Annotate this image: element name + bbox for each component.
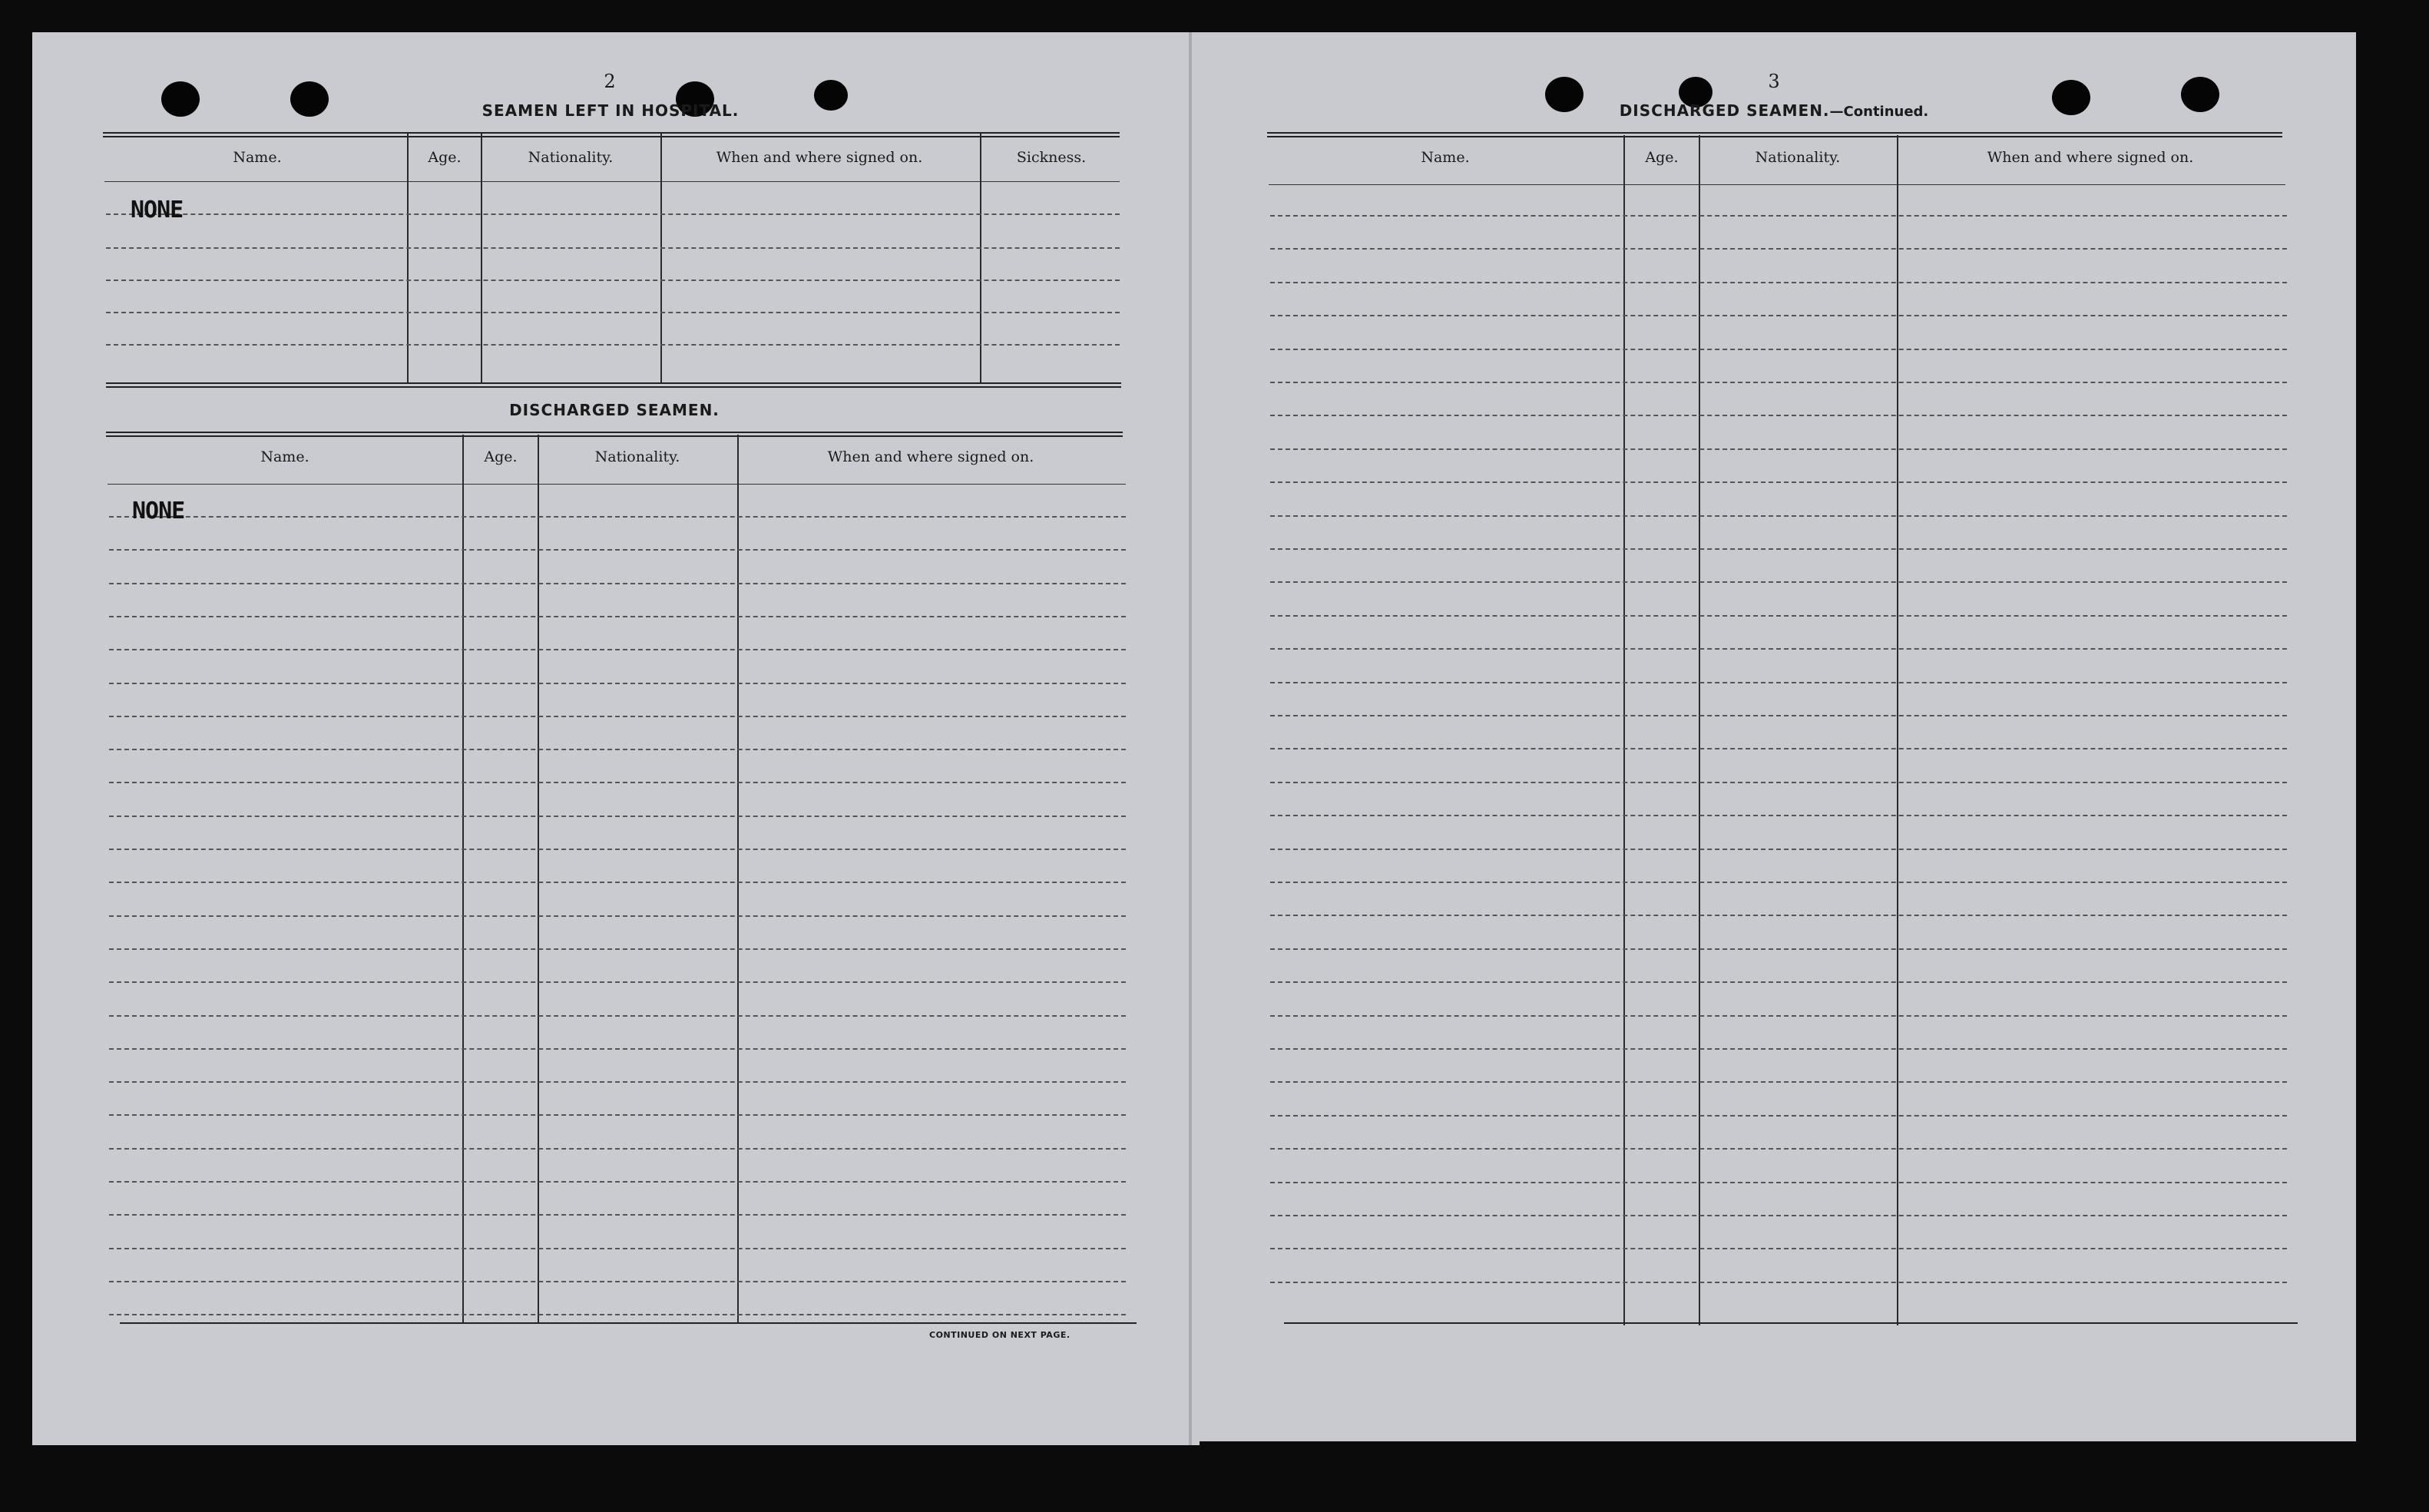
discharged-continued-heading (1582, 101, 1966, 120)
entry-line (1270, 1282, 2287, 1283)
entry-line (1270, 1081, 2287, 1083)
right-col-name: Name. (1421, 149, 1470, 166)
entry-line (109, 649, 1126, 650)
right-header-rule (1269, 184, 2285, 185)
entry-line (1270, 948, 2287, 950)
entry-line (109, 616, 1126, 617)
punch-hole (2181, 77, 2219, 112)
entry-line (1270, 1015, 2287, 1017)
entry-line (109, 1281, 1126, 1282)
right-col-signed-on: When and where signed on. (1987, 149, 2194, 166)
entry-line (1270, 1215, 2287, 1216)
left-page (32, 32, 1200, 1445)
page-fold (1189, 32, 1192, 1445)
hospital-entry-line (106, 312, 1120, 313)
right-col-nationality: Nationality. (1755, 149, 1841, 166)
entry-line (1270, 815, 2287, 816)
entry-line (109, 1081, 1126, 1083)
heading-text: DISCHARGED SEAMEN. (1619, 101, 1830, 120)
entry-line (1270, 215, 2287, 217)
entry-line (1270, 682, 2287, 683)
entry-line (109, 1214, 1126, 1216)
hospital-col-sickness: Sickness. (1016, 149, 1087, 166)
entry-line (109, 1015, 1126, 1017)
hospital-entry-line (106, 344, 1120, 346)
hospital-heading: SEAMEN LEFT IN HOSPITAL. (481, 101, 740, 120)
entry-line (1270, 1115, 2287, 1117)
page-number-right: 3 (1768, 71, 1780, 92)
entry-line (109, 981, 1126, 983)
entry-line (109, 516, 1126, 518)
entry-line (1270, 481, 2287, 483)
hospital-col-signed-on: When and where signed on. (716, 149, 923, 166)
hospital-divider (407, 134, 409, 384)
page-number-left: 2 (604, 71, 616, 92)
entry-line (109, 1114, 1126, 1116)
entry-line (109, 583, 1126, 584)
hospital-divider (660, 134, 662, 384)
right-top-rule (1267, 132, 2282, 137)
hospital-col-name: Name. (233, 149, 282, 166)
entry-line (109, 549, 1126, 551)
entry-line (109, 716, 1126, 717)
hospital-top-rule (103, 132, 1120, 137)
hospital-divider (481, 134, 482, 384)
right-divider (1699, 135, 1700, 1325)
punch-hole (2052, 80, 2090, 115)
entry-line (1270, 282, 2287, 283)
hospital-entry-line (106, 247, 1120, 249)
entry-line (1270, 1182, 2287, 1183)
entry-line (1270, 849, 2287, 850)
entry-line (1270, 1148, 2287, 1150)
hospital-col-age: Age. (428, 149, 462, 166)
discharged-divider (737, 435, 739, 1324)
entry-line (1270, 748, 2287, 749)
right-divider (1897, 135, 1898, 1325)
hospital-none-stamp: NONE (131, 197, 184, 223)
entry-line (1270, 782, 2287, 783)
punch-hole (161, 81, 200, 117)
punch-hole (1545, 77, 1583, 112)
entry-line (109, 1048, 1126, 1050)
hospital-bottom-rule (106, 382, 1121, 388)
entry-line (1270, 882, 2287, 883)
entry-line (1270, 548, 2287, 550)
entry-line (1270, 248, 2287, 250)
entry-line (109, 683, 1126, 684)
discharged-col-name: Name. (260, 448, 309, 465)
discharged-heading: DISCHARGED SEAMEN. (509, 401, 720, 419)
entry-line (109, 1248, 1126, 1249)
entry-line (1270, 615, 2287, 617)
discharged-col-age: Age. (484, 448, 518, 465)
discharged-divider (462, 435, 464, 1324)
discharged-header-rule (108, 484, 1126, 485)
right-divider (1623, 135, 1625, 1325)
right-col-age: Age. (1645, 149, 1679, 166)
right-bottom-rule (1284, 1322, 2298, 1324)
continued-footer: CONTINUED ON NEXT PAGE. (929, 1330, 1071, 1340)
entry-line (1270, 715, 2287, 716)
entry-line (109, 915, 1126, 917)
hospital-divider (980, 134, 981, 384)
entry-line (1270, 1248, 2287, 1249)
hospital-entry-line (106, 213, 1120, 215)
entry-line (1270, 448, 2287, 450)
entry-line (109, 1314, 1126, 1315)
right-page (1189, 32, 2356, 1441)
hospital-col-nationality: Nationality. (528, 149, 614, 166)
entry-line (109, 1148, 1126, 1150)
entry-line (109, 882, 1126, 883)
discharged-none-stamp: NONE (132, 498, 185, 524)
entry-line (1270, 915, 2287, 916)
heading-suffix: —Continued. (1829, 104, 1929, 120)
hospital-entry-line (106, 280, 1120, 281)
entry-line (109, 1181, 1126, 1183)
entry-line (109, 816, 1126, 817)
discharged-bottom-rule (120, 1322, 1137, 1324)
entry-line (109, 782, 1126, 783)
entry-line (1270, 349, 2287, 350)
punch-hole (290, 81, 329, 117)
discharged-top-rule (106, 432, 1123, 437)
entry-line (1270, 515, 2287, 517)
entry-line (1270, 415, 2287, 416)
entry-line (1270, 981, 2287, 983)
entry-line (109, 749, 1126, 750)
entry-line (1270, 581, 2287, 583)
hospital-header-rule (104, 181, 1120, 182)
entry-line (1270, 648, 2287, 650)
entry-line (109, 849, 1126, 850)
entry-line (109, 948, 1126, 950)
discharged-col-nationality: Nationality. (594, 448, 680, 465)
entry-line (1270, 382, 2287, 383)
discharged-divider (538, 435, 539, 1324)
entry-line (1270, 1048, 2287, 1050)
entry-line (1270, 315, 2287, 316)
discharged-col-signed-on: When and where signed on. (827, 448, 1034, 465)
